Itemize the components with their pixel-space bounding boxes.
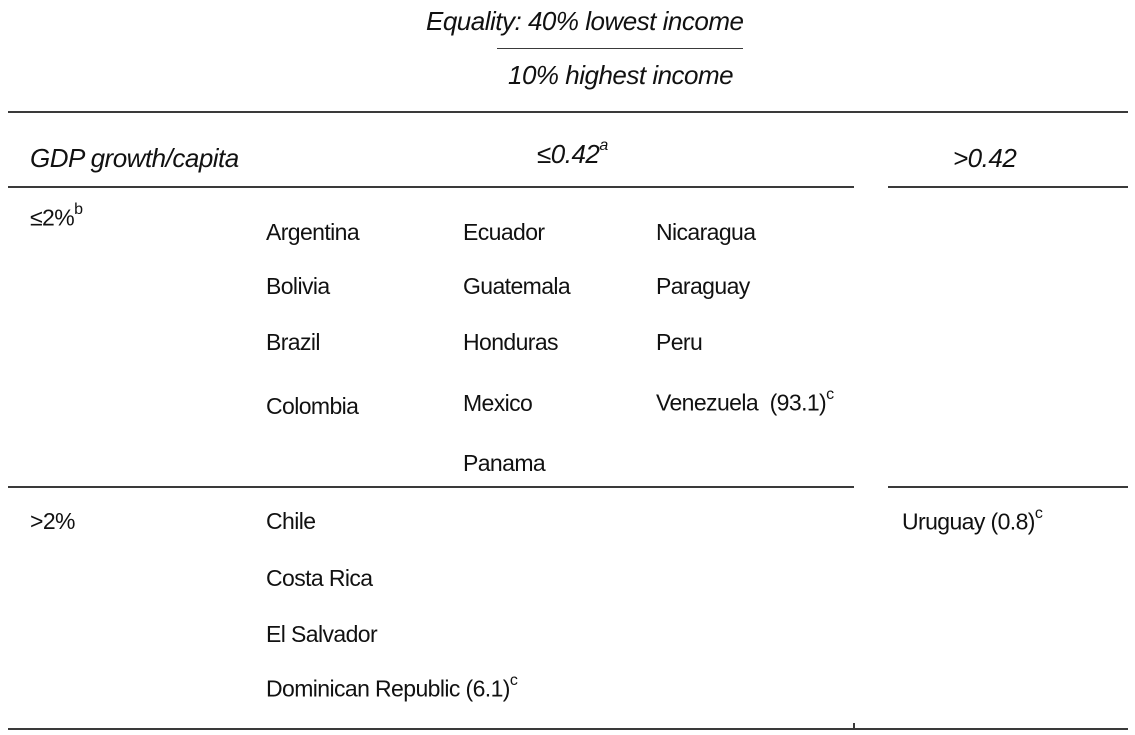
- list-item: Colombia: [266, 393, 359, 419]
- column-header-low: ≤0.42$^a$: [537, 137, 608, 169]
- list-item: Guatemala: [463, 273, 571, 299]
- row-divider-left: [8, 486, 854, 488]
- column-header-high: >0.42: [953, 143, 1017, 173]
- list-item: Peru: [656, 329, 703, 355]
- equality-numerator: Equality: 40% lowest income: [426, 6, 744, 36]
- row-divider-right: [888, 486, 1128, 488]
- list-item-venezuela: Venezuela $(93.1)^c$: [656, 386, 834, 416]
- equality-denominator: 10% highest income: [508, 60, 734, 90]
- list-item: Honduras: [463, 329, 558, 355]
- row-label-low-growth: ≤2%$^b$: [30, 201, 83, 231]
- list-item: Brazil: [266, 329, 320, 355]
- fraction-bar: [497, 48, 743, 49]
- header-rule-left: [8, 186, 854, 188]
- list-item: El Salvador: [266, 621, 378, 647]
- list-item: Mexico: [463, 390, 533, 416]
- list-item: Ecuador: [463, 219, 545, 245]
- list-item: Nicaragua: [656, 219, 756, 245]
- list-item-uruguay: Uruguay $(0.8)^c$: [902, 505, 1043, 535]
- row-header-label: GDP growth/capita: [30, 143, 239, 173]
- column-tick-mark: [853, 723, 855, 729]
- list-item: Paraguay: [656, 273, 750, 299]
- list-item: Panama: [463, 450, 546, 476]
- header-rule-right: [888, 186, 1128, 188]
- row-label-high-growth: >2%: [30, 508, 75, 534]
- list-item: Argentina: [266, 219, 360, 245]
- list-item: Chile: [266, 508, 316, 534]
- list-item: Costa Rica: [266, 565, 373, 591]
- list-item: Bolivia: [266, 273, 330, 299]
- table-top-rule: [8, 111, 1128, 113]
- list-item-dominican-republic: Dominican Republic $(6.1)^c$: [266, 672, 518, 702]
- table-bottom-rule: [8, 728, 1128, 730]
